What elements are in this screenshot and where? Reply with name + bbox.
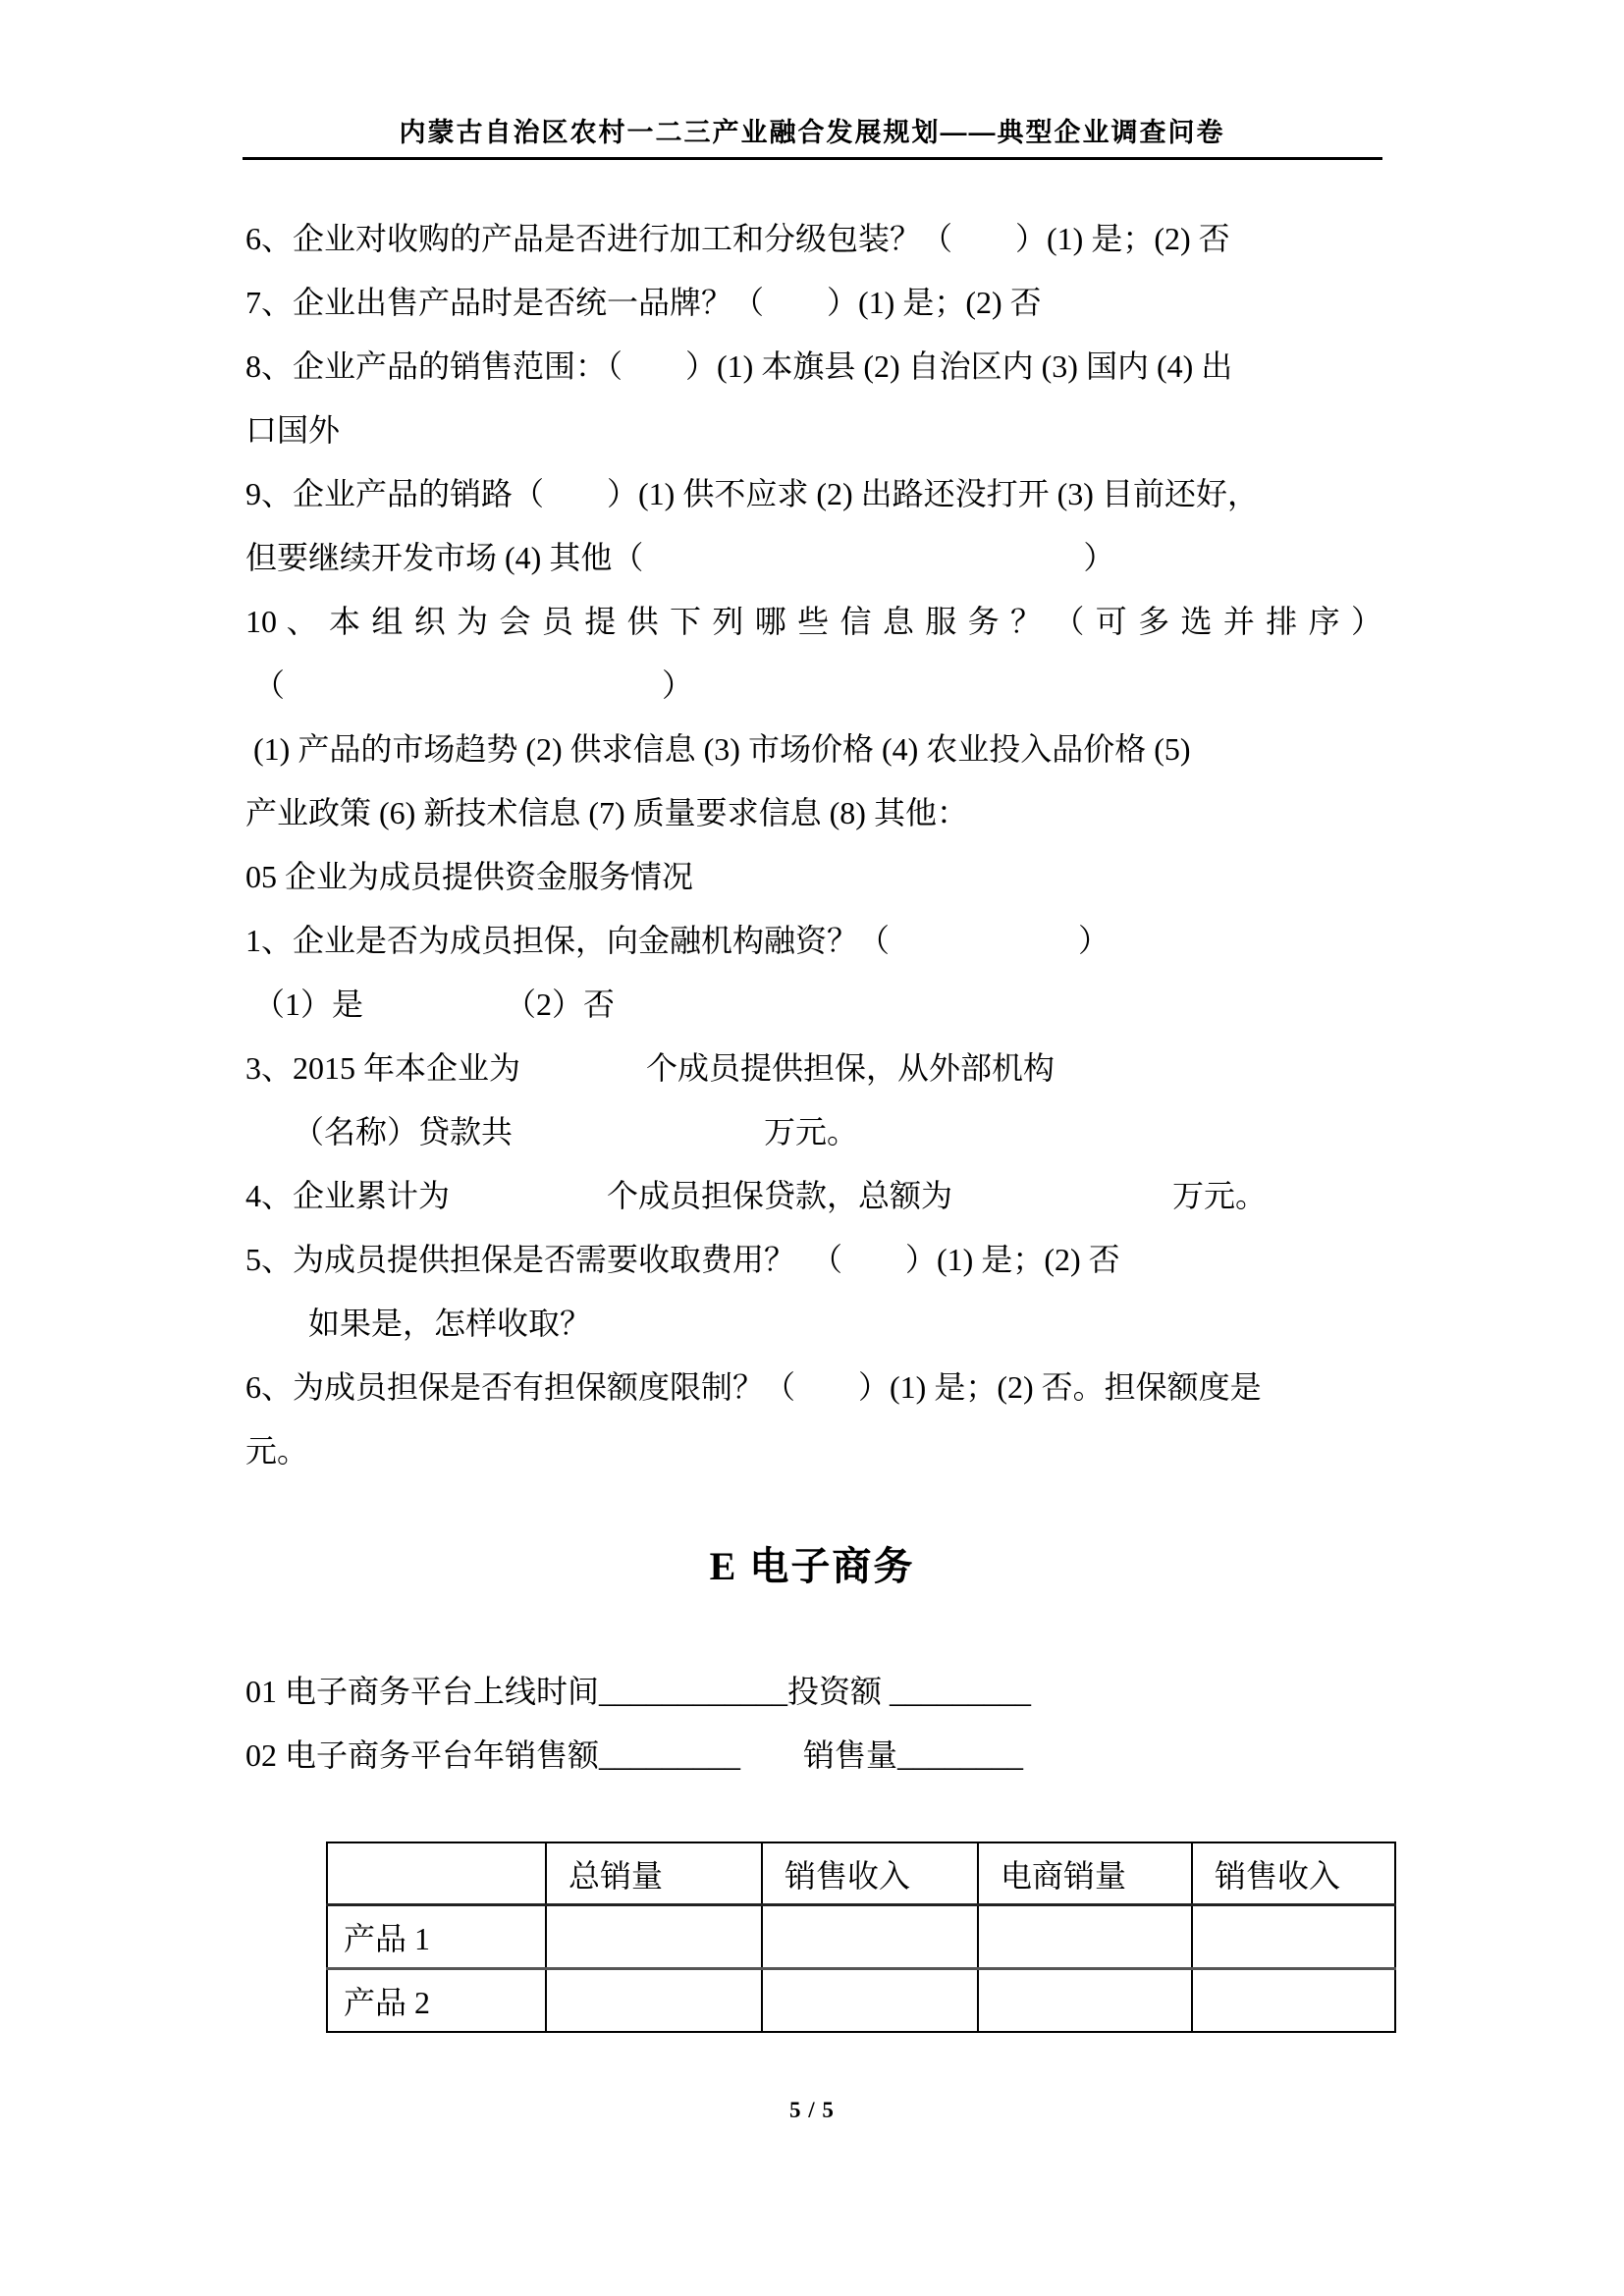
table-cell-empty [762,1905,978,1969]
question-10-options-b: 产业政策 (6) 新技术信息 (7) 质量要求信息 (8) 其他： [245,795,968,830]
question-8-cont: 口国外 [245,412,341,448]
page-number: 5 / 5 [789,2098,835,2122]
table-header-sales-revenue: 销售收入 [762,1842,978,1905]
question-9: 9、企业产品的销路（ ）(1) 供不应求 (2) 出路还没打开 (3) 目前还好， [245,476,1259,511]
ecommerce-line-01: 01 电子商务平台上线时间____________投资额 _________ [245,1674,1032,1709]
row-label-product-1: 产品 1 [327,1905,546,1969]
section-e-heading: E 电子商务 [709,1544,915,1588]
q05-4: 4、企业累计为 个成员担保贷款，总额为 万元。 [245,1178,1268,1213]
row-label-product-2: 产品 2 [327,1969,546,2033]
questionnaire-body [245,207,1382,1483]
question-8: 8、企业产品的销售范围：（ ）(1) 本旗县 (2) 自治区内 (3) 国内 (4) 出 [245,348,1233,384]
question-10: 10 、 本 组 织 为 会 员 提 供 下 列 哪 些 信 息 服 务 ？ （ 可 多 选 并 排 序 ） [245,604,1382,639]
table-cell-empty [546,1905,762,1969]
q05-1-options: （1）是 （2）否 [245,987,616,1022]
q05-6: 6、为成员担保是否有担保额度限制？（ ）(1) 是；(2) 否。担保额度是 [245,1369,1262,1405]
table-cell-empty [546,1969,762,2033]
document-header [243,0,1382,160]
table-cell-empty [978,1905,1192,1969]
table-cell-empty [762,1969,978,2033]
q05-3: 3、2015 年本企业为 个成员提供担保，从外部机构 [245,1050,1056,1086]
question-10-blank: （ ） [245,667,694,703]
q05-3-cont: （名称）贷款共 万元。 [245,1114,859,1149]
q05-1: 1、企业是否为成员担保，向金融机构融资？（ ） [245,923,1110,958]
table-cell-empty [978,1969,1192,2033]
q05-6-cont: 元。 [245,1433,309,1468]
section-e-body [245,1660,1382,1788]
question-6: 6、企业对收购的产品是否进行加工和分级包装？（ ）(1) 是；(2) 否 [245,221,1230,256]
table-header-total-sales: 总销量 [546,1842,762,1905]
question-7: 7、企业出售产品时是否统一品牌？（ ）(1) 是；(2) 否 [245,285,1042,320]
q05-5-followup: 如果是，怎样收取？ [245,1306,592,1341]
table-header-empty [327,1842,546,1905]
table-header-ecom-sales: 电商销量 [978,1842,1192,1905]
section-05-heading: 05 企业为成员提供资金服务情况 [245,859,694,894]
question-9-cont: 但要继续开发市场 (4) 其他（ ） [245,540,1115,575]
table-row-product-2 [327,1969,1395,2033]
ecommerce-sales-table [326,1842,1396,2033]
header-title: 内蒙古自治区农村一二三产业融合发展规划——典型企业调查问卷 [399,118,1225,147]
table-header-row [327,1842,1395,1905]
table-header-ecom-revenue: 销售收入 [1192,1842,1395,1905]
table-cell-empty [1192,1905,1395,1969]
q05-5: 5、为成员提供担保是否需要收取费用？ （ ）(1) 是；(2) 否 [245,1242,1120,1277]
table-cell-empty [1192,1969,1395,2033]
question-10-options-a: (1) 产品的市场趋势 (2) 供求信息 (3) 市场价格 (4) 农业投入品价格 (5) [245,731,1191,767]
ecommerce-line-02: 02 电子商务平台年销售额_________ 销售量________ [245,1737,1024,1773]
table-row-product-1 [327,1905,1395,1969]
